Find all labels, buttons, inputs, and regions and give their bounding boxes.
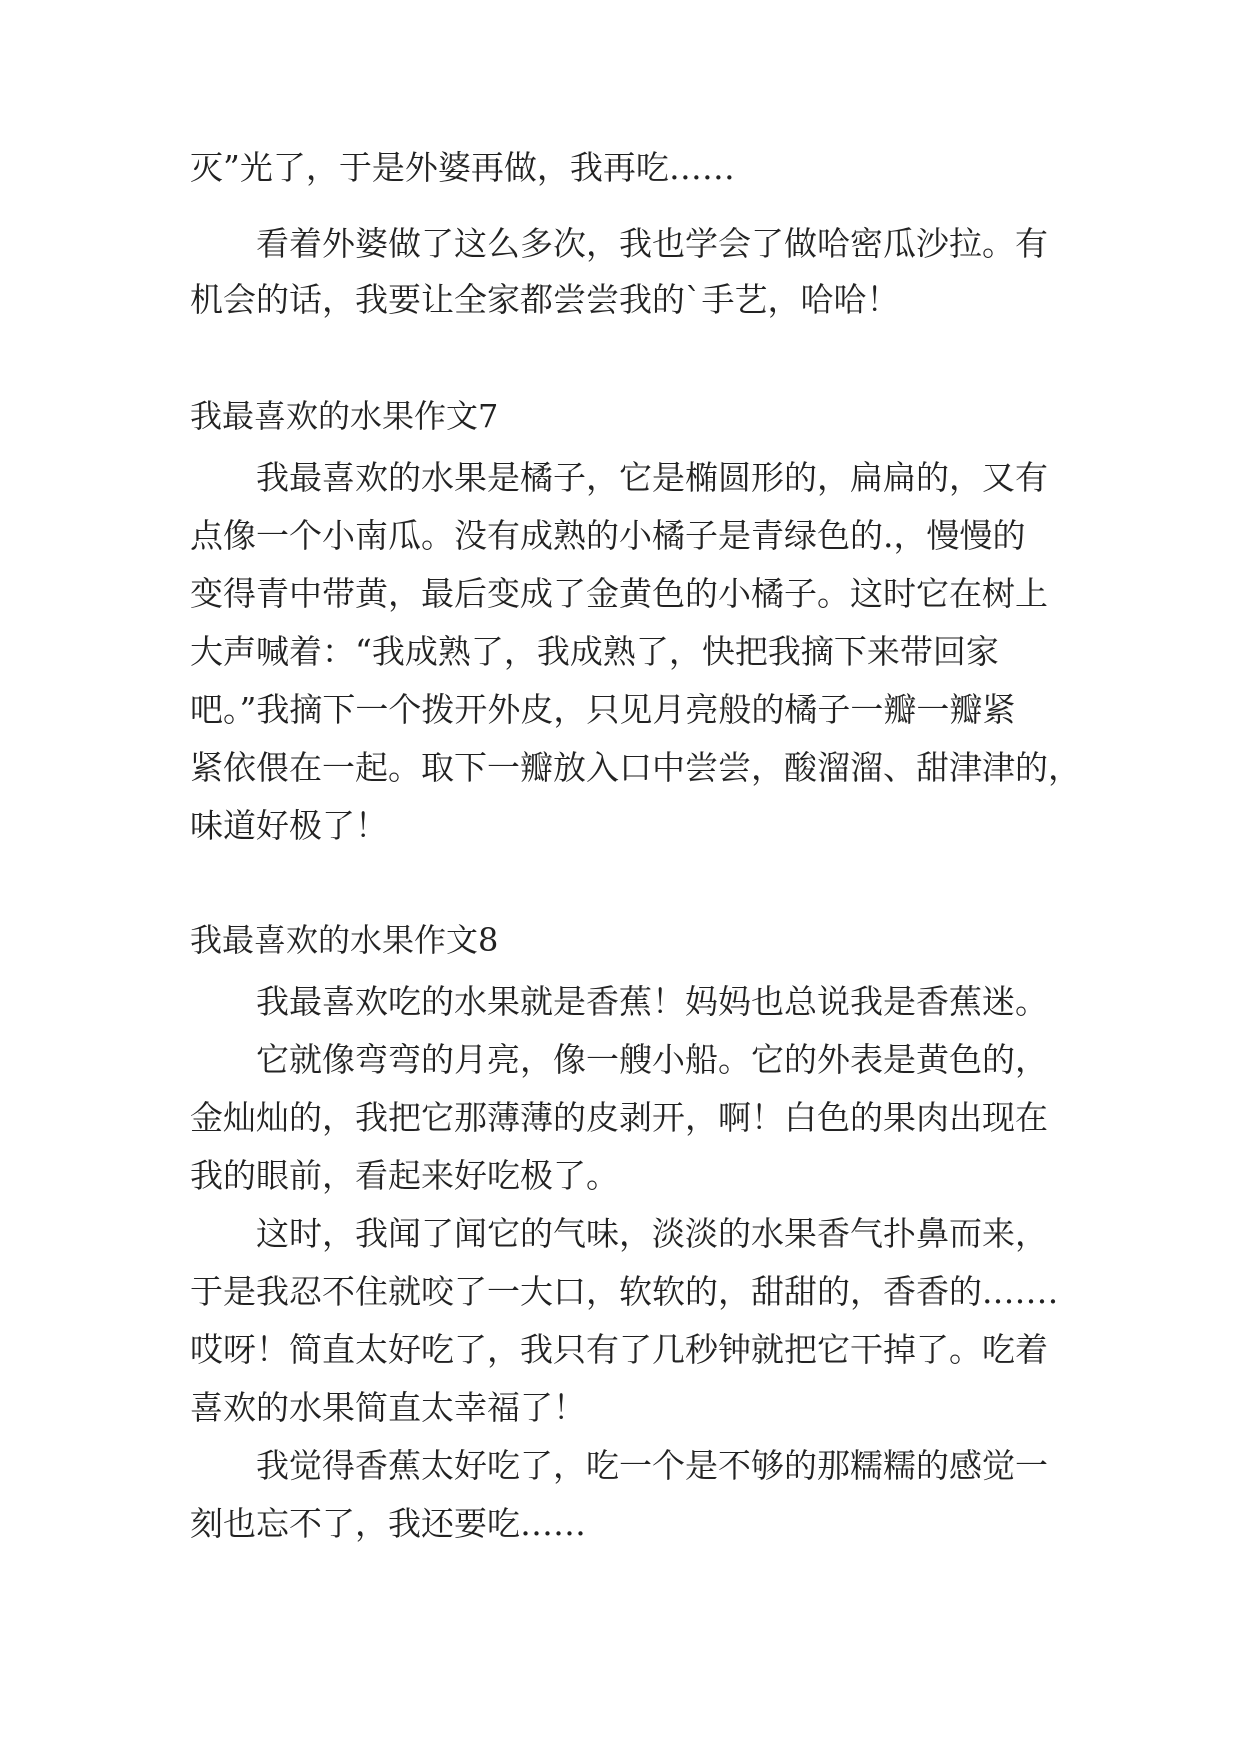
body-line: 吧。”我摘下一个拨开外皮，只见月亮般的橘子一瓣一瓣紧 — [190, 690, 1016, 729]
body-line: 味道好极了！ — [190, 806, 388, 845]
body-line: 大声喊着：“我成熟了，我成熟了，快把我摘下来带回家 — [190, 632, 999, 671]
body-line: 我最喜欢吃的水果就是香蕉！妈妈也总说我是香蕉迷。 — [256, 982, 1048, 1021]
body-line: 我的眼前，看起来好吃极了。 — [190, 1156, 619, 1195]
body-line: 喜欢的水果简直太幸福了！ — [190, 1388, 586, 1427]
body-line: 它就像弯弯的月亮，像一艘小船。它的外表是黄色的， — [256, 1040, 1048, 1079]
body-line: 金灿灿的，我把它那薄薄的皮剥开，啊！白色的果肉出现在 — [190, 1098, 1048, 1137]
body-line: 点像一个小南瓜。没有成熟的小橘子是青绿色的.，慢慢的 — [190, 516, 1026, 555]
body-line: 于是我忍不住就咬了一大口，软软的，甜甜的，香香的.…… — [190, 1272, 1059, 1311]
body-line: 这时，我闻了闻它的气味，淡淡的水果香气扑鼻而来， — [256, 1214, 1048, 1253]
body-line: 看着外婆做了这么多次，我也学会了做哈密瓜沙拉。有 — [256, 224, 1048, 263]
body-line: 我觉得香蕉太好吃了，吃一个是不够的那糯糯的感觉一 — [256, 1446, 1048, 1485]
body-line: 哎呀！简直太好吃了，我只有了几秒钟就把它干掉了。吃着 — [190, 1330, 1048, 1369]
section-title: 我最喜欢的水果作文7 — [190, 397, 499, 435]
body-line: 我最喜欢的水果是橘子，它是椭圆形的，扁扁的，又有 — [256, 458, 1048, 497]
body-line: 灭”光了，于是外婆再做，我再吃…… — [190, 148, 735, 187]
body-line: 紧依偎在一起。取下一瓣放入口中尝尝，酸溜溜、甜津津的， — [190, 748, 1081, 787]
body-line: 变得青中带黄，最后变成了金黄色的小橘子。这时它在树上 — [190, 574, 1048, 613]
body-line: 刻也忘不了，我还要吃…… — [190, 1504, 586, 1543]
body-line: 机会的话，我要让全家都尝尝我的`手艺，哈哈！ — [190, 280, 900, 319]
section-title: 我最喜欢的水果作文8 — [190, 921, 499, 959]
